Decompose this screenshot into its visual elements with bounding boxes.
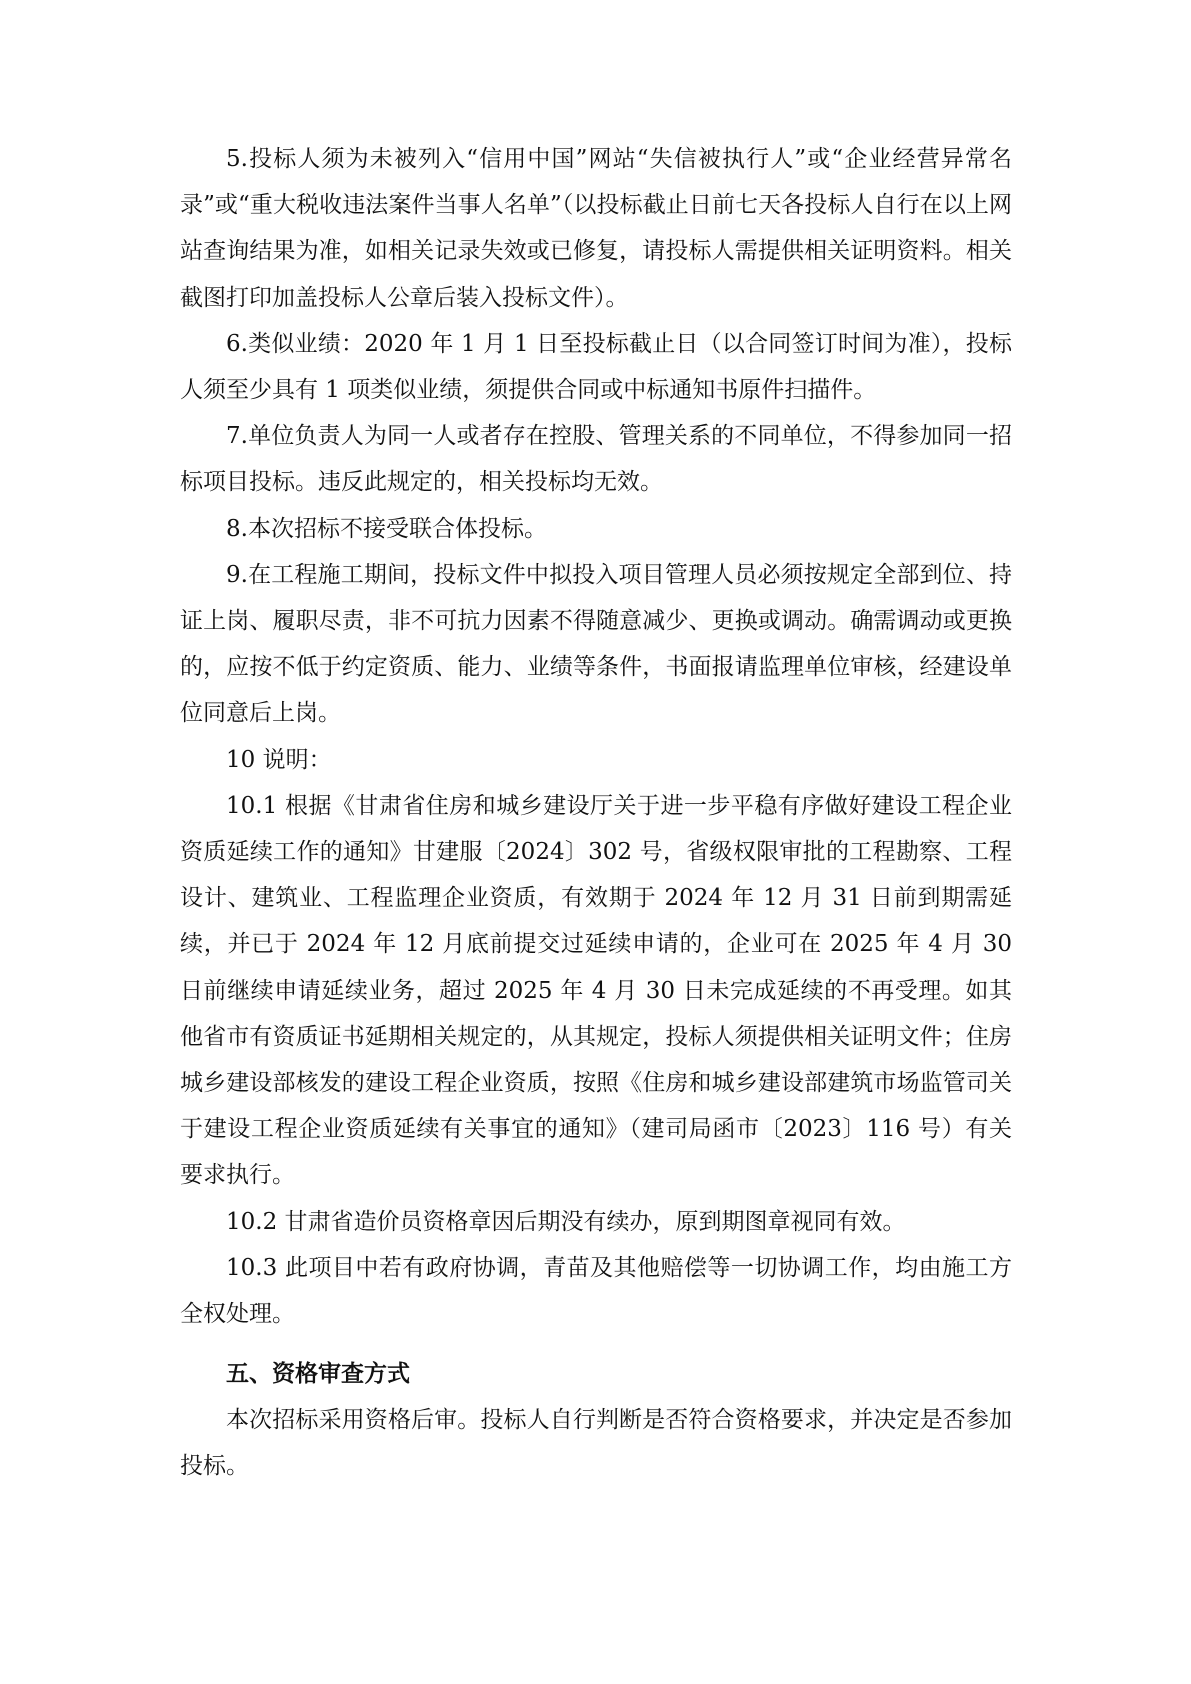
paragraph-item-10-3: 10.3 此项目中若有政府协调，青苗及其他赔偿等一切协调工作，均由施工方全权处理。 — [180, 1254, 1012, 1328]
section-paragraph: 本次招标采用资格后审。投标人自行判断是否符合资格要求，并决定是否参加投标。 — [180, 1407, 1012, 1480]
paragraph-item-7: 7.单位负责人为同一人或者存在控股、管理关系的不同单位，不得参加同一招标项目投标。违反此规定的，相关投标均无效。 — [180, 423, 1012, 496]
paragraph-item-6: 6.类似业绩：2020 年 1 月 1 日至投标截止日（以合同签订时间为准），投标人须至少具有 1 项类似业绩，须提供合同或中标通知书原件扫描件。 — [180, 330, 1012, 404]
document-page — [180, 136, 1012, 1490]
section-heading: 五、资格审查方式 — [226, 1361, 410, 1388]
paragraph-item-10-2: 10.2 甘肃省造价员资格章因后期没有续办，原到期图章视同有效。 — [226, 1208, 906, 1235]
paragraph-item-8: 8.本次招标不接受联合体投标。 — [226, 515, 547, 542]
paragraph-item-5: 5.投标人须为未被列入“信用中国”网站“失信被执行人”或“企业经营异常名录”或“重大税收违法案件当事人名单”（以投标截止日前七天各投标人自行在以上网站查询结果为准，如相关记录失效或已修复，请投标人需提供相关证明资料。相关截图打印加盖投标人公章后装入投标文件）。 — [180, 146, 1012, 311]
paragraph-item-10-1: 10.1 根据《甘肃省住房和城乡建设厅关于进一步平稳有序做好建设工程企业资质延续工作的通知》甘建服〔2024〕302 号，省级权限审批的工程勘察、工程设计、建筑业、工程监理企业资质，有效期于 2024 年 12 月 31 日前到期需延续，并已于 2024 年 12 月底前提交过延续申请的，企业可在 2025 年 4 月 30 日前继续申请延续业务，超过 2025 年 4 月 30 日未完成延续的不再受理。如其他省市有资质证书延期相关规定的，从其规定，投标人须提供相关证明文件；住房城乡建设部核发的建设工程企业资质，按照《住房和城乡建设部建筑市场监管司关于建设工程企业资质延续有关事宜的通知》（建司局函市〔2023〕116 号）有关要求执行。 — [180, 792, 1012, 1189]
paragraph-item-9: 9.在工程施工期间，投标文件中拟投入项目管理人员必须按规定全部到位、持证上岗、履职尽责，非不可抗力因素不得随意减少、更换或调动。确需调动或更换的，应按不低于约定资质、能力、业绩等条件，书面报请监理单位审核，经建设单位同意后上岗。 — [180, 561, 1012, 727]
paragraph-item-10: 10 说明： — [226, 746, 332, 773]
